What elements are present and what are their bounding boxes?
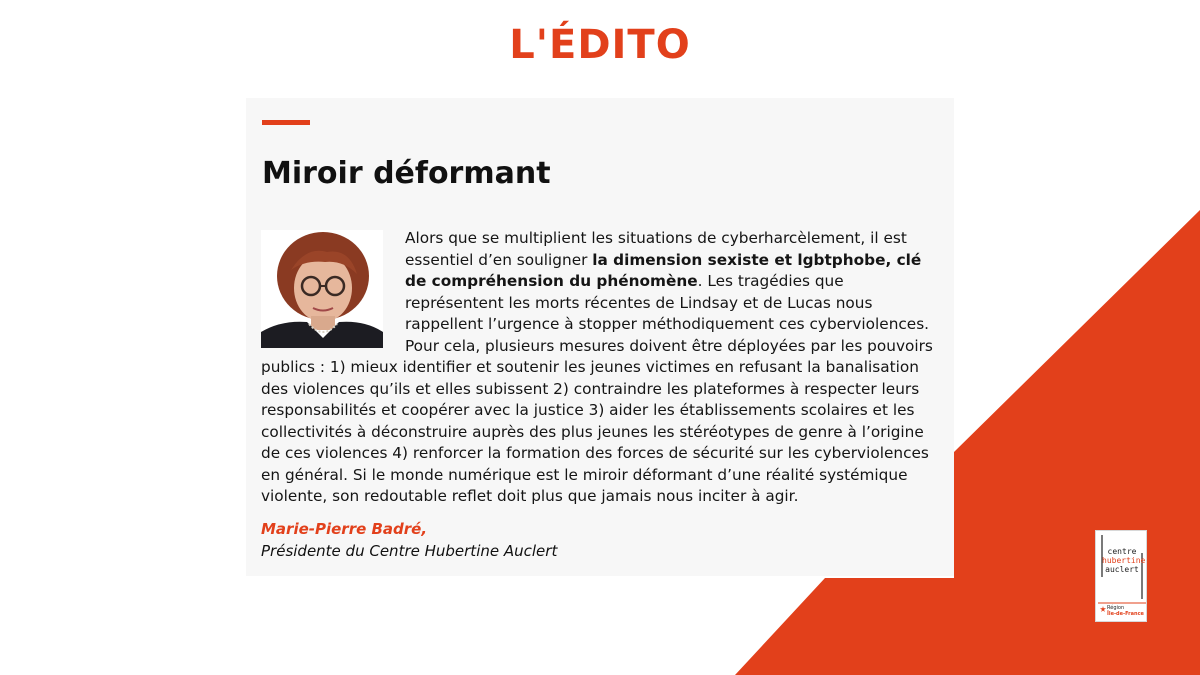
- region-label: Région: [1107, 605, 1125, 611]
- accent-bar: [262, 120, 310, 125]
- logo-wordmark: [1102, 539, 1146, 574]
- logo-line3: auclert: [1105, 565, 1139, 574]
- body-text-part1: Alors que se multiplient les situations de cyberharcèlement, il est essentiel d’en souligner: [405, 229, 907, 269]
- body-text-part2: . Les tragédies que représentent les morts récentes de Lindsay et de Lucas nous rappellent l’urgence à stopper méthodiquement ces cyberviolences. Pour cela, plusieurs mesures doivent être déployées par les pouvoirs publics : 1) mieux identifier et soutenir les jeunes victimes en refusant la banalisation des violences qu’ils et elles subissent 2) contraindre les plateformes à respecter leurs responsabilités et coopérer avec la justice 3) aider les établissements scolaires et les collectivités à déconstruire auprès des plus jeunes les stéréotypes de genre à l’origine de ces violences 4) renforcer la formation des forces de sécurité sur les cyberviolences en général. Si le monde numérique est le miroir déformant d’une réalité systémique violente, son redoutable reflet doit plus que jamais nous inciter à agir.: [261, 272, 933, 505]
- region-logo: [1100, 605, 1144, 617]
- logo-line2: hubertine: [1102, 556, 1146, 565]
- logo-line1: centre: [1107, 547, 1137, 556]
- star-icon: [1100, 606, 1106, 612]
- signature-role: Présidente du Centre Hubertine Auclert: [261, 542, 558, 560]
- article-title: Miroir déformant: [262, 156, 551, 191]
- centre-hubertine-auclert-logo: [1095, 530, 1147, 622]
- signature-name: Marie-Pierre Badré,: [261, 520, 428, 538]
- article-body: [261, 228, 941, 508]
- signature: [261, 518, 557, 562]
- editorial-card: [246, 98, 954, 576]
- region-name: Île-de-France: [1107, 611, 1144, 617]
- slide-heading: L'ÉDITO: [509, 22, 691, 68]
- body-text-bold: la dimension sexiste et lgbtphobe, clé de compréhension du phénomène: [405, 250, 922, 290]
- portrait-photo: [261, 230, 383, 348]
